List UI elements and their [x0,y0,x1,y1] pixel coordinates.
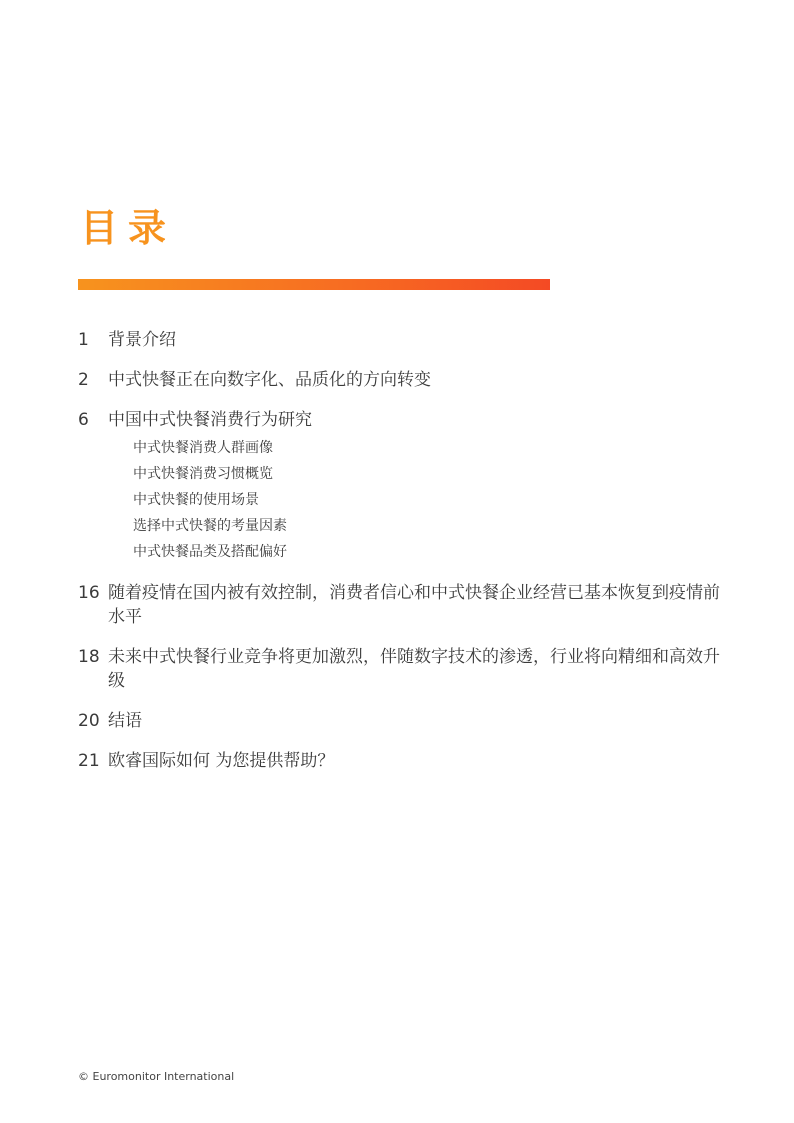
toc-page-number: 16 [78,583,100,603]
toc-page-number: 20 [78,711,100,731]
toc-page-number: 18 [78,647,100,667]
toc-entry-title: 中国中式快餐消费行为研究 [108,410,312,430]
toc-page-number: 6 [78,410,89,430]
toc-entry-title: 中式快餐正在向数字化、品质化的方向转变 [108,370,431,390]
toc-entry-title: 背景介绍 [108,330,176,350]
toc-page-number: 2 [78,370,89,390]
toc-subsection[interactable]: 中式快餐消费习惯概览 [133,466,273,482]
toc-subsection-list [133,435,728,565]
copyright-footer: © Euromonitor International [78,1070,235,1083]
toc-entry[interactable] [78,328,728,352]
toc-subsection[interactable]: 中式快餐品类及搭配偏好 [133,544,287,560]
toc-subsection[interactable]: 中式快餐的使用场景 [133,492,259,508]
toc-page-number: 21 [78,751,100,771]
toc-entry[interactable] [78,581,728,629]
toc-entry-title: 结语 [108,711,142,731]
toc-entry-title: 未来中式快餐行业竞争将更加激烈，伴随数字技术的渗透，行业将向精细和高效升级 [108,647,720,691]
table-of-contents [78,328,728,773]
toc-page-number: 1 [78,330,89,350]
toc-entry-title: 欧睿国际如何 为您提供帮助？ [108,751,335,771]
toc-subsection[interactable]: 中式快餐消费人群画像 [133,440,273,456]
toc-entry[interactable] [78,749,728,773]
toc-entry[interactable] [78,645,728,693]
toc-subsection[interactable]: 选择中式快餐的考量因素 [133,518,287,534]
title-divider-bar [78,279,550,290]
page-title: 目录 [80,206,177,250]
toc-entry[interactable] [78,368,728,392]
toc-entry-title: 随着疫情在国内被有效控制，消费者信心和中式快餐企业经营已基本恢复到疫情前水平 [108,583,720,627]
toc-entry[interactable] [78,709,728,733]
toc-entry[interactable] [78,408,728,432]
